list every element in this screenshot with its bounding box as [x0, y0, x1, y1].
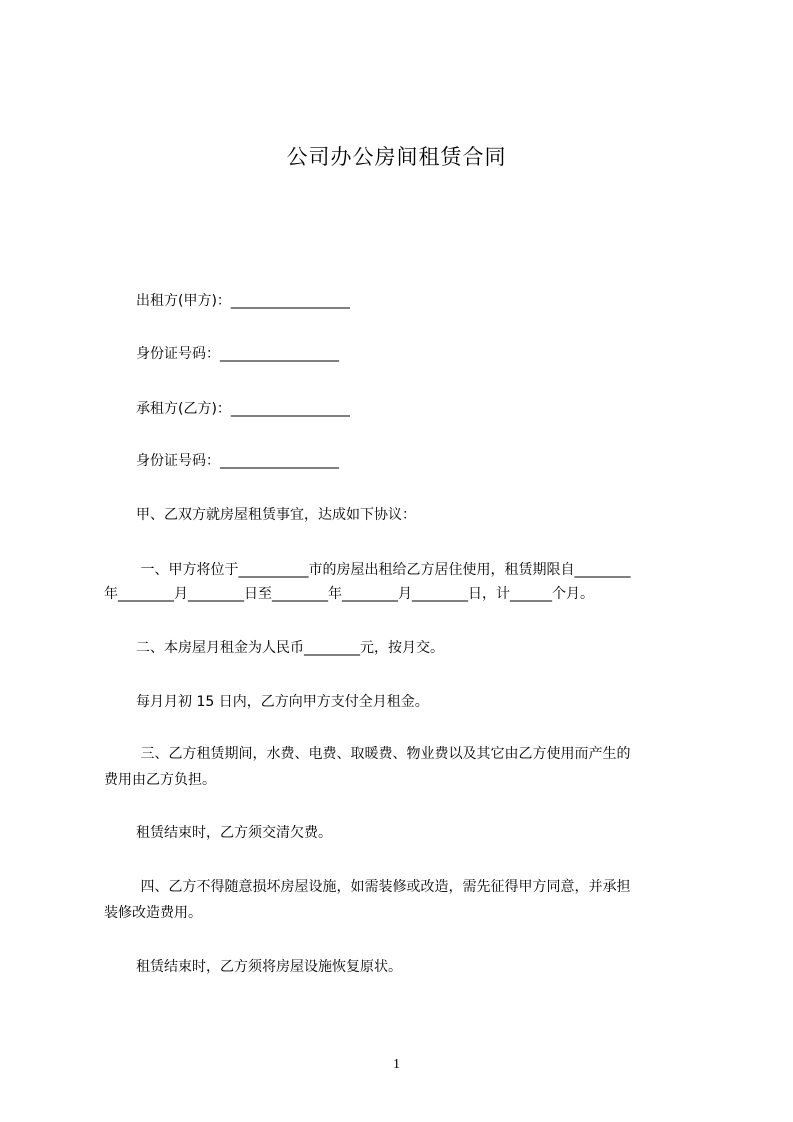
- clause-1-line-1: 一、甲方将位于__________市的房屋出租给乙方居住使用，租赁期限自________: [136, 562, 631, 578]
- page-number: 1: [393, 1057, 400, 1072]
- agreement-intro: 甲、乙双方就房屋租赁事宜，达成如下协议：: [136, 507, 416, 523]
- clause-4-line-3: 租赁结束时，乙方须将房屋设施恢复原状。: [136, 959, 402, 975]
- lessee-field: 承租方(乙方)：_________________: [136, 401, 350, 417]
- clause-2-line-2: 每月月初 15 日内，乙方向甲方支付全月租金。: [136, 694, 429, 710]
- lessee-id-field: 身份证号码：_________________: [136, 453, 339, 469]
- lessor-id-field: 身份证号码：_________________: [136, 346, 339, 362]
- clause-4-line-1: 四、乙方不得随意损坏房屋设施，如需装修或改造，需先征得甲方同意，并承担: [136, 879, 631, 895]
- clause-3-line-1: 三、乙方租赁期间，水费、电费、取暖费、物业费以及其它由乙方使用而产生的: [136, 746, 631, 762]
- clause-3-line-3: 租赁结束时，乙方须交清欠费。: [136, 825, 332, 841]
- clause-4-line-2: 装修改造费用。: [104, 905, 202, 921]
- clause-3-line-2: 费用由乙方负担。: [104, 772, 216, 788]
- clause-2-line-1: 二、本房屋月租金为人民币________元，按月交。: [136, 640, 444, 656]
- lessor-field: 出租方(甲方)：_________________: [136, 293, 350, 309]
- page-title: 公司办公房间租赁合同: [286, 145, 507, 169]
- clause-1-line-2: 年________月________日至________年________月________日，计______个月。: [104, 586, 594, 602]
